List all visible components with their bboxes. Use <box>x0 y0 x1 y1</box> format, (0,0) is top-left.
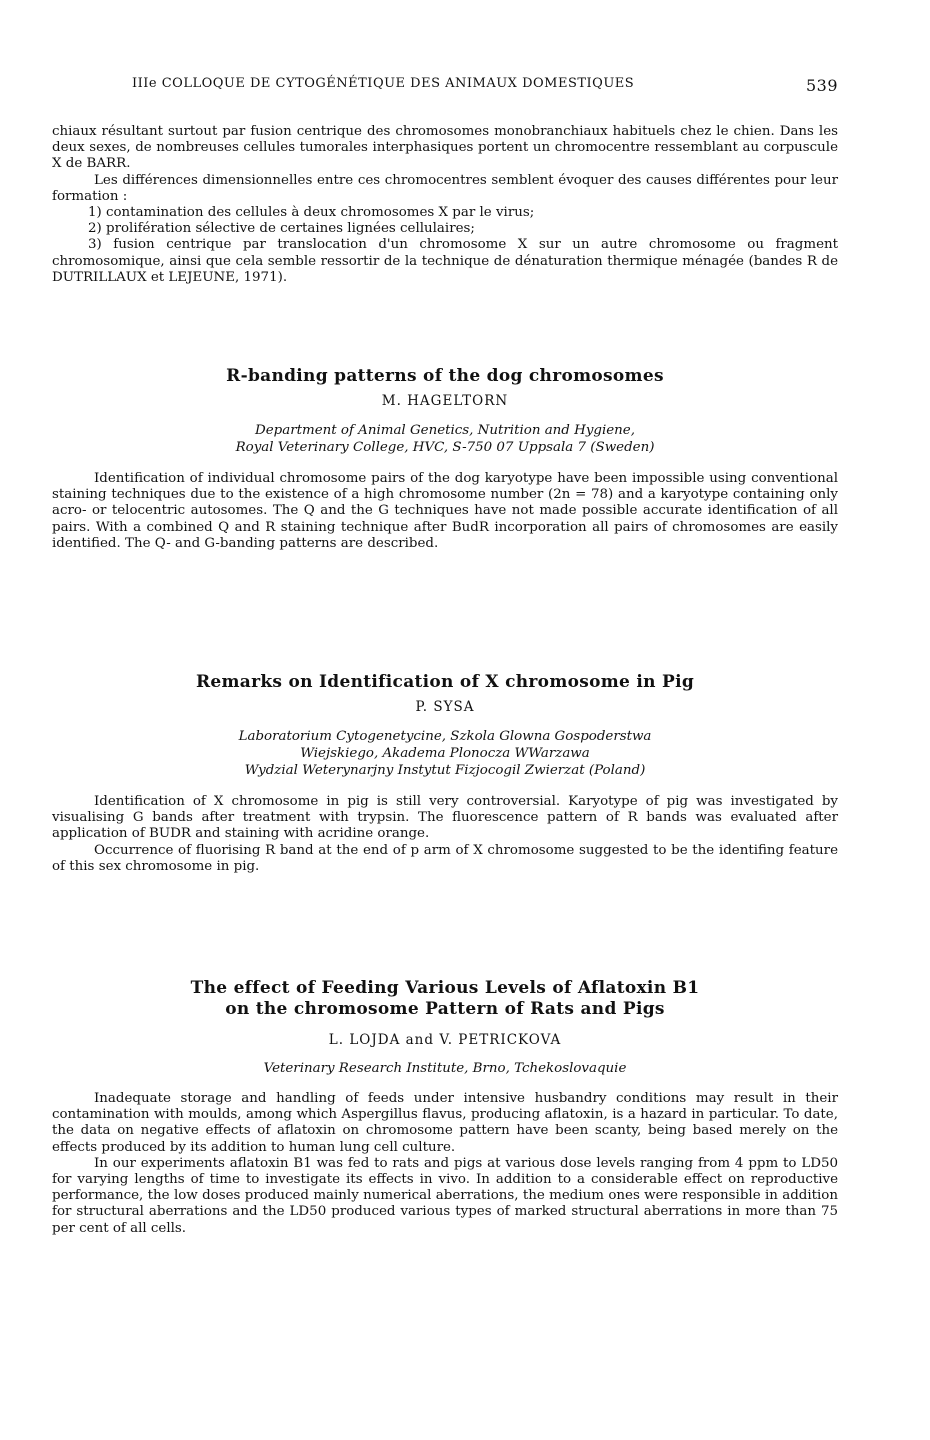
paragraph: Occurrence of fluorising R band at the end of p arm of X chromosome suggested to be the identifing feature of this sex chromosome in pig. <box>52 842 838 874</box>
list-item: 3) fusion centrique par translocation d'un chromosome X sur un autre chromosome ou fragment chromosomique, ainsi que cela semble ressortir de la technique de dénaturation thermique ménagée (bandes R de DUTRILLAUX et LEJEUNE, 1971). <box>52 237 838 285</box>
list-item: 2) prolifération sélective de certaines lignées cellulaires; <box>88 221 475 237</box>
affiliation-line: Wiejskiego, Akadema Plonocza WWarzawa <box>300 746 590 761</box>
running-header <box>52 76 838 98</box>
article-3 <box>52 978 838 1237</box>
affiliation-line: Department of Animal Genetics, Nutrition and Hygiene, <box>255 423 635 438</box>
affiliation-line: Royal Veterinary College, HVC, S-750 07 Uppsala 7 (Sweden) <box>235 440 655 455</box>
affiliation-line: Veterinary Research Institute, Brno, Tchekoslovaquie <box>263 1061 627 1076</box>
article-affiliation <box>52 1060 838 1077</box>
article-title-line: on the chromosome Pattern of Rats and Pigs <box>225 999 665 1019</box>
affiliation-line: Wydzial Weterynarjny Instytut Fizjocogil Zwierzat (Poland) <box>244 763 646 778</box>
list-item: 1) contamination des cellules à deux chromosomes X par le virus; <box>88 205 535 221</box>
running-header-title: IIIe COLLOQUE DE CYTOGÉNÉTIQUE DES ANIMAUX DOMESTIQUES <box>132 76 635 91</box>
affiliation-line: Laboratorium Cytogenetycine, Szkola Glowna Gospoderstwa <box>238 729 652 744</box>
paragraph: In our experiments aflatoxin B1 was fed to rats and pigs at various dose levels ranging from 4 ppm to LD50 for varying lengths of time to investigate its effects in vivo. In addition to a considerable effect on reproductive performance, the low doses produced mainly numerical aberrations, the medium ones were responsible in addition for structural aberrations and the LD50 produced various types of marked structural aberrations in more than 75 per cent of all cells. <box>52 1155 838 1236</box>
paragraph: Identification of X chromosome in pig is still very controversial. Karyotype of pig was investigated by visualising G bands after treatment with trypsin. The fluorescence pattern of R bands was evaluated after application of BUDR and staining with acridine orange. <box>52 794 838 842</box>
article-authors: L. LOJDA and V. PETRICKOVA <box>328 1032 562 1048</box>
article-affiliation <box>52 422 838 456</box>
article-title-line: The effect of Feeding Various Levels of Aflatoxin B1 <box>190 978 700 998</box>
paragraph: chiaux résultant surtout par fusion centrique des chromosomes monobranchiaux habituels chez le chien. Dans les deux sexes, de nombreuses cellules tumorales interphasiques portent un chromocentre ressemblant au corpuscule X de BARR. <box>52 124 838 172</box>
article-1 <box>52 366 838 552</box>
page-number: 539 <box>805 76 838 95</box>
article-authors: M. HAGELTORN <box>381 393 509 409</box>
article-authors: P. SYSA <box>415 699 475 715</box>
article-abstract <box>52 471 838 552</box>
article-title: R-banding patterns of the dog chromosomes <box>226 366 664 386</box>
article-affiliation <box>52 728 838 779</box>
paragraph: Inadequate storage and handling of feeds under intensive husbandry conditions may result in their contamination with moulds, among which Aspergillus flavus, producing aflatoxin, is a hazard in particular. To date, the data on negative effects of aflatoxin on chromosome pattern have been scanty, being based merely on the effects produced by its addition to human lung cell culture. <box>52 1091 838 1155</box>
article-title: Remarks on Identification of X chromosome in Pig <box>195 672 695 692</box>
article-abstract <box>52 794 838 875</box>
article-abstract <box>52 1091 838 1237</box>
article-2 <box>52 672 838 875</box>
paragraph: Identification of individual chromosome pairs of the dog karyotype have been impossible using conventional staining techniques due to the existence of a high chromosome number (2n = 78) and a karyotype containing only acro- or telocentric autosomes. The Q and the G techniques have not made possible accurate identification of all pairs. With a combined Q and R staining technique after BudR incorporation all pairs of chromosomes are easily identified. The Q- and G-banding patterns are described. <box>52 471 838 551</box>
previous-article-continuation <box>52 124 838 286</box>
paragraph: Les différences dimensionnelles entre ces chromocentres semblent évoquer des causes différentes pour leur formation : <box>52 172 838 204</box>
